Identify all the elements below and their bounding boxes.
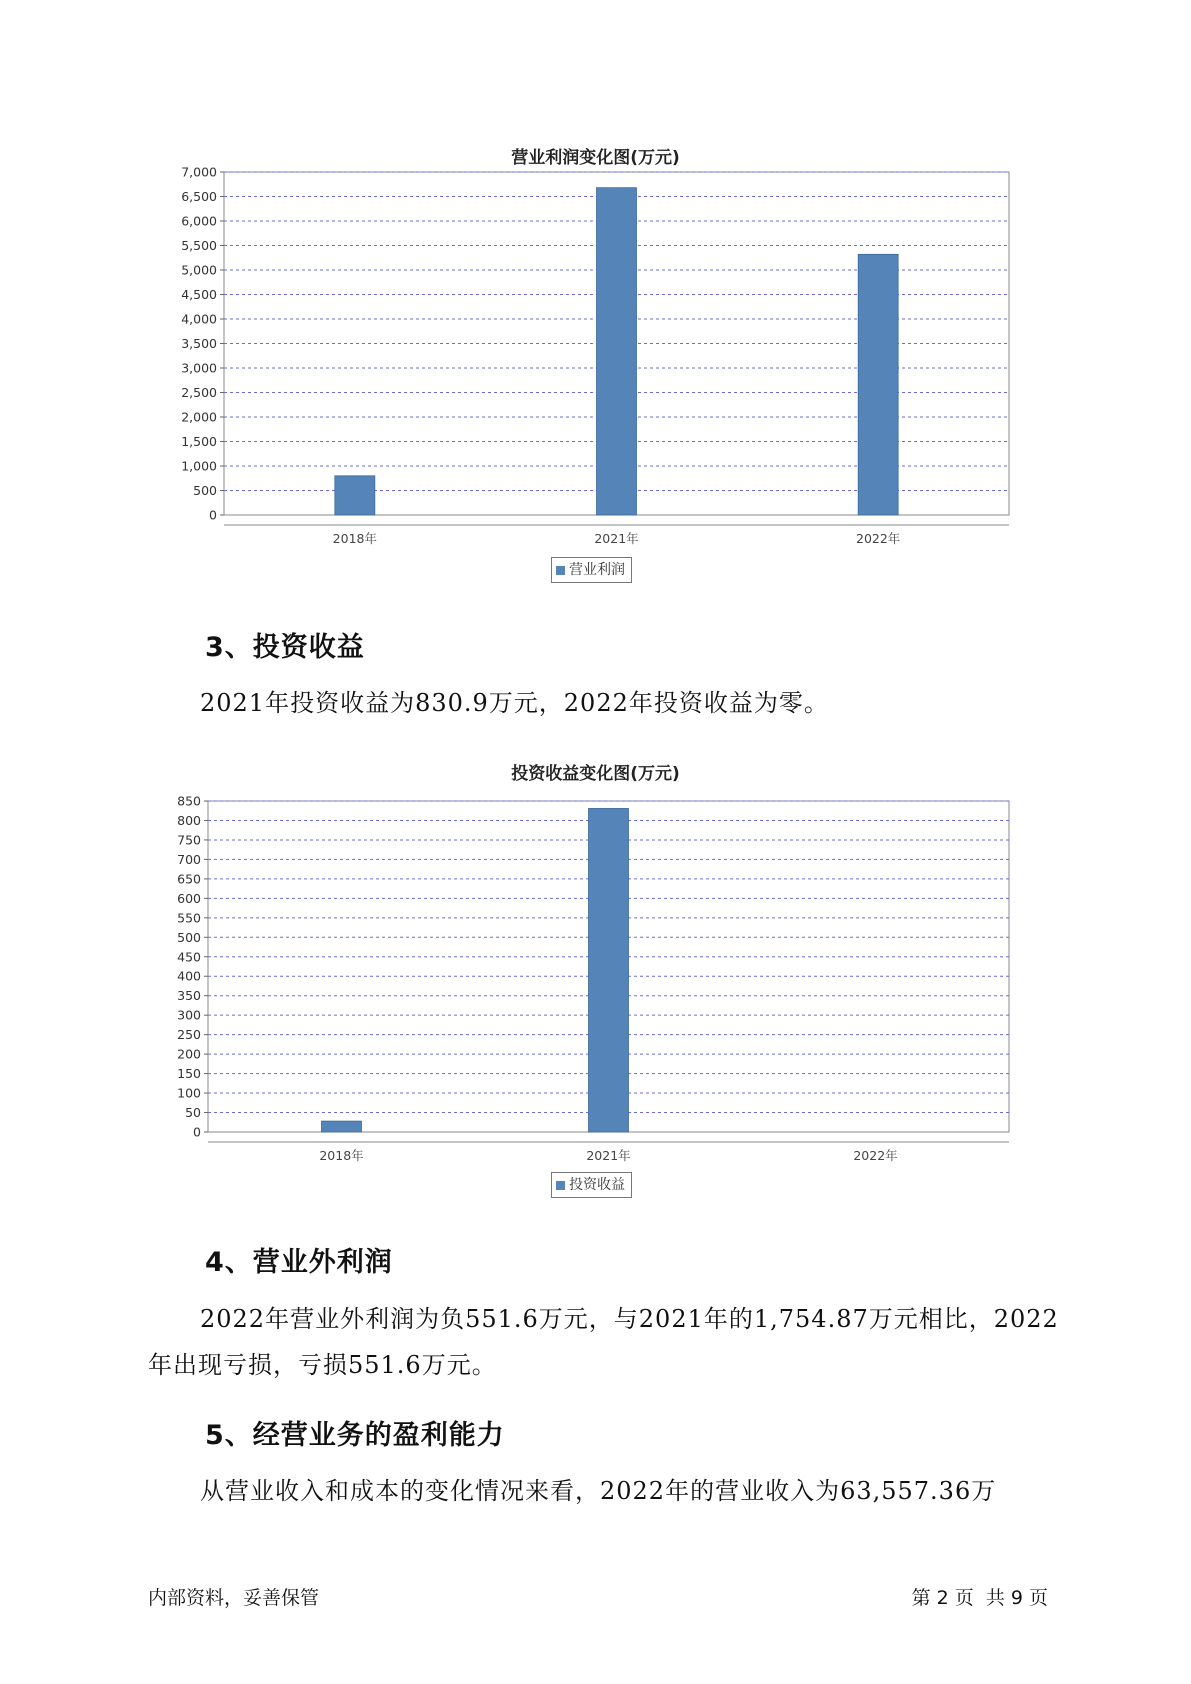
y-tick-label: 6,500 (181, 189, 217, 204)
bar (597, 188, 637, 515)
legend-swatch (556, 566, 565, 575)
y-tick-label: 5,500 (181, 238, 217, 253)
y-tick-label: 1,000 (181, 458, 217, 474)
y-tick-label: 1,500 (181, 434, 217, 449)
y-tick-label: 700 (177, 851, 201, 867)
section-5-text-content: 从营业收入和成本的变化情况来看，2022年的营业收入为63,557.36万 (200, 1477, 997, 1505)
y-tick-label: 800 (177, 812, 201, 828)
y-tick-label: 100 (177, 1085, 201, 1101)
y-tick-label: 650 (177, 871, 201, 887)
bar (858, 254, 898, 515)
section-3-text (148, 680, 1078, 726)
bar (589, 808, 629, 1132)
x-tick-label: 2018年 (332, 531, 377, 546)
x-tick-label: 2022年 (853, 1148, 898, 1163)
y-tick-label: 300 (177, 1007, 201, 1023)
legend-swatch (556, 1181, 565, 1190)
x-tick-label: 2021年 (586, 1148, 631, 1163)
chart2-legend-label: 投资收益 (569, 1177, 625, 1193)
y-tick-label: 2,500 (181, 385, 217, 400)
footer-confidential: 内部资料，妥善保管 (148, 1587, 320, 1609)
section-4-line-2: 年出现亏损，亏损551.6万元。 (148, 1351, 497, 1379)
x-tick-label: 2018年 (319, 1148, 364, 1163)
y-tick-label: 550 (177, 910, 201, 926)
y-tick-label: 0 (193, 1124, 201, 1140)
y-tick-label: 250 (177, 1027, 201, 1043)
y-tick-label: 450 (177, 949, 201, 965)
y-tick-label: 200 (177, 1046, 201, 1062)
y-tick-label: 150 (177, 1066, 201, 1082)
operating-profit-chart (0, 160, 1191, 546)
section-5-heading: 5、经营业务的盈利能力 (205, 1420, 505, 1451)
x-tick-label: 2021年 (594, 531, 639, 546)
bar (335, 476, 375, 515)
y-tick-label: 3,500 (181, 336, 217, 351)
investment-income-chart (0, 780, 1191, 1163)
section-4-text (148, 1296, 1078, 1388)
y-tick-label: 7,000 (181, 164, 217, 180)
y-tick-label: 850 (177, 793, 201, 809)
y-tick-label: 3,000 (181, 360, 217, 376)
footer-page-number: 第 2 页 共 9 页 (911, 1587, 1048, 1609)
section-3-text-content: 2021年投资收益为830.9万元，2022年投资收益为零。 (200, 689, 829, 717)
y-tick-label: 2,000 (181, 409, 217, 425)
y-tick-label: 0 (209, 507, 217, 523)
y-tick-label: 400 (177, 968, 201, 984)
y-tick-label: 50 (185, 1105, 201, 1121)
y-tick-label: 350 (177, 988, 201, 1004)
chart1-title: 营业利润变化图(万元) (511, 148, 680, 168)
section-4-line-1 (148, 1296, 1078, 1342)
section-4-heading: 4、营业外利润 (205, 1247, 393, 1278)
y-tick-label: 5,000 (181, 262, 217, 278)
y-tick-label: 500 (193, 483, 217, 498)
chart1-legend (551, 557, 632, 583)
chart2-legend (551, 1172, 632, 1198)
y-tick-label: 6,000 (181, 213, 217, 229)
x-tick-label: 2022年 (856, 531, 901, 546)
bar (322, 1121, 362, 1132)
y-tick-label: 4,000 (181, 311, 217, 327)
section-3-heading: 3、投资收益 (205, 632, 365, 663)
section-4-line-1-content: 2022年营业外利润为负551.6万元，与2021年的1,754.87万元相比，2022 (200, 1305, 1059, 1333)
y-tick-label: 750 (177, 832, 201, 848)
y-tick-label: 600 (177, 890, 201, 906)
chart2-title: 投资收益变化图(万元) (511, 764, 680, 784)
section-5-text (148, 1468, 1078, 1514)
y-tick-label: 4,500 (181, 287, 217, 302)
chart1-legend-label: 营业利润 (569, 562, 625, 578)
y-tick-label: 500 (177, 929, 201, 945)
